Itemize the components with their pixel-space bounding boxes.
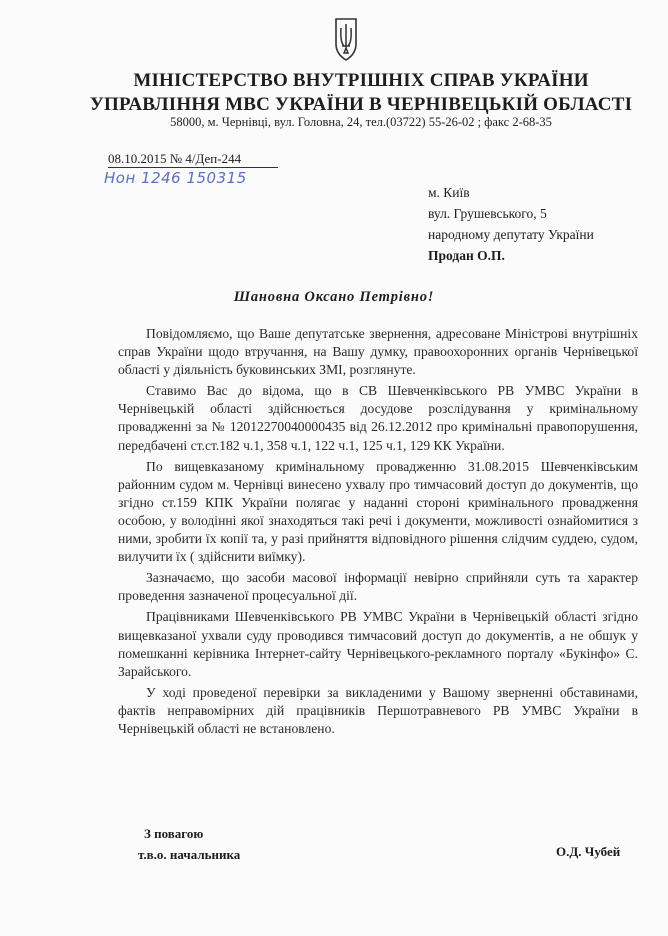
paragraph: Ставимо Вас до відома, що в СВ Шевченківського РВ УМВС України в Чернівецькій області здійснюється досудове розслідування у кримінальному провадженні за № 12012270040000435 від 26.12.2012 про кримінальні правопорушення, передбачені ст.ст.182 ч.1, 358 ч.1, 122 ч.1, 125 ч.1, 129 КК України.	[118, 383, 638, 453]
recipient-block	[428, 182, 594, 266]
recipient-name: Продан О.П.	[428, 248, 505, 263]
recipient-role: народному депутату України	[428, 227, 594, 242]
recipient-street: вул. Грушевського, 5	[428, 206, 547, 221]
paragraph: Зазначаємо, що засоби масової інформації невірно сприйняли суть та характер проведення зазначеної процесуальної дії.	[118, 570, 638, 604]
paragraph: У ході проведеної перевірки за викладеними у Вашому зверненні обставинами, фактів неправомірних дій працівників Першотравневого РВ УМВС України в Чернівецькій області не встановлено.	[118, 684, 638, 736]
department-title: УПРАВЛІННЯ МВС УКРАЇНИ В ЧЕРНІВЕЦЬКІЙ ОБЛАСТІ	[89, 94, 633, 115]
paragraph: Працівниками Шевченківського РВ УМВС України в Чернівецькій області згідно вищевказаної ухвали суду проводився тимчасовий доступ до документів, а не обшук у помешканні керівника Інтернет-сайту Чернівецького-рекламного порталу «Букінфо» С. Зарайського.	[118, 609, 638, 679]
signature-position: т.в.о. начальника	[138, 847, 241, 862]
letter-body	[118, 325, 638, 741]
letterhead-address: 58000, м. Чернівці, вул. Головна, 24, тел.(03722) 55-26-02 ; факс 2-68-35	[170, 115, 552, 129]
ministry-title: МІНІСТЕРСТВО ВНУТРІШНІХ СПРАВ УКРАЇНИ	[133, 70, 589, 91]
salutation: Шановна Оксано Петрівно!	[233, 289, 435, 305]
signatory-name: О.Д. Чубей	[556, 844, 621, 859]
handwritten-registration-note: Нон 1246 150315	[104, 169, 247, 187]
paragraph: Повідомляємо, що Ваше депутатське звернення, адресоване Міністрові внутрішніх справ України щодо втручання, на Вашу думку, правоохоронних органів Чернівецької області у діяльність буковинських ЗМІ, розглянуте.	[118, 326, 638, 378]
recipient-city: м. Київ	[428, 185, 470, 200]
signature-closing: З повагою	[144, 826, 204, 841]
outgoing-reference-number: 08.10.2015 № 4/Деп-244	[108, 151, 278, 168]
signature-block	[138, 823, 240, 865]
paragraph: По вищевказаному кримінальному провадженню 31.08.2015 Шевченківським районним судом м. Чернівці винесено ухвалу про тимчасовий доступ до документів, що згідно ст.159 КПК України полягає у наданні стороні кримінального провадження особою, у володінні якої знаходяться такі речі і документи, можливості ознайомитися з ними, зробити їх копії та, у разі прийняття відповідного рішення слідчим суддею, судом, вилучити їх ( здійснити виїмку).	[118, 458, 638, 565]
trident-coat-of-arms-icon	[333, 16, 359, 62]
